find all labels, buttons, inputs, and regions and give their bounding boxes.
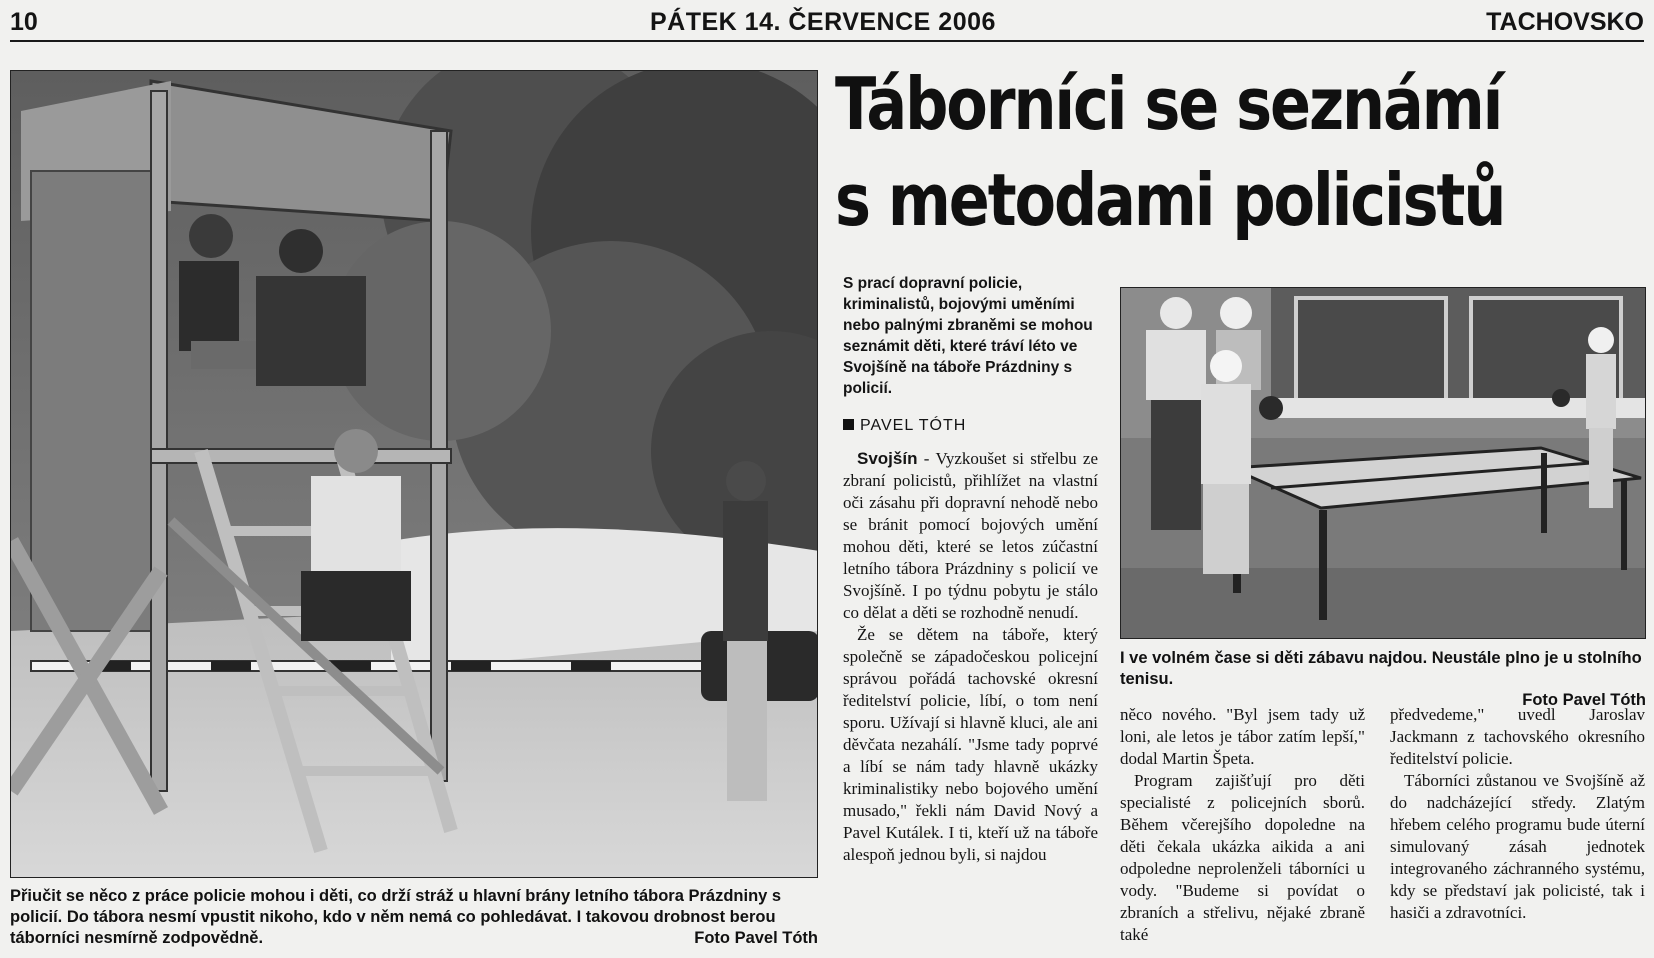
dateline-place: Svojšín <box>857 449 918 468</box>
paragraph-4: Program zajišťují pro děti specialisté z policejních sborů. Během včerejšího dopoledne na děti čekala ukázka aikida a ani odpoledne neprolenželi táborníci u vody. "Budeme si povídat o zbraních a střelivu, nějaké zbraně také <box>1120 771 1365 944</box>
caption-text: Přiučit se něco z práce policie mohou i děti, co drží stráž u hlavní brány letního tábora Prázdniny s policií. Do tábora nesmí vpustit nikoho, kdo v něm nemá co pohledávat. I takovou drobnost berou táborníci nesmírně zodpovědně. <box>10 887 782 947</box>
headline-line-1: Táborníci se seznámí <box>835 62 1502 146</box>
page-header <box>10 4 1644 42</box>
page-number: 10 <box>10 8 38 36</box>
paragraph-6: Táborníci zůstanou ve Svojšíně až do nadcházející středy. Zlatým hřebem celého programu bude úterní simulovaný zásah jednotek integrovaného záchranného systému, kdy se představí jak policisté, tak i hasiči a zdravotníci. <box>1390 771 1645 922</box>
watchtower-photo-caption <box>10 886 818 949</box>
paragraph-5: předvedeme," uvedl Jaroslav Jackmann z tachovského okresního ředitelství policie. <box>1390 705 1645 768</box>
headline-line-2: s metodami policistů <box>835 158 1505 242</box>
caption-text: I ve volném čase si děti zábavu najdou. Neustále plno je u stolního tenisu. <box>1120 649 1642 688</box>
article-column-2 <box>1120 704 1365 946</box>
article-column-1 <box>843 448 1098 866</box>
article-lead: S prací dopravní policie, kriminalistů, bojovými uměními nebo palnými zbraněmi se mohou seznámit děti, které tráví léto ve Svojšíně na táboře Prázdniny s policií. <box>843 275 1093 397</box>
article-byline <box>843 417 966 435</box>
table-tennis-illustration <box>1121 288 1646 639</box>
paragraph-2: Že se dětem na táboře, který společně se západočeskou policejní správou pořádá tachovské okresní ředitelství policie, líbí, o tom není sporu. Užívají si hlavně kluci, ale ani děvčata nezahálí. "Jsme tady poprvé a líbí se nám tady hlavně ukázky kriminalistiky nebo bojového umění musado," řekli nám David Nový a Pavel Kutálek. I ti, kteří už na táboře alespoň jednou byli, si najdou <box>843 625 1098 864</box>
paragraph-3: něco nového. "Byl jsem tady už loni, ale letos je tábor zatím lepší," dodal Martin Špeta. <box>1120 705 1365 768</box>
article-column-3 <box>1390 704 1645 924</box>
issue-date: PÁTEK 14. ČERVENCE 2006 <box>650 8 996 36</box>
table-tennis-photo <box>1120 287 1646 639</box>
paragraph-1-text: - Vyzkoušet si střelbu ze zbraní policistů, přihlížet na vlastní oči zásahu při dopravní nehodě nebo se bránit pomocí bojových umění mohou děti, které se letos zúčastní letního tábora Prázdniny s policií ve Svojšíně. I po týdnu pobytu je stálo co dělat a děti se rozhodně nenudí. <box>843 449 1098 622</box>
watchtower-photo <box>10 70 818 878</box>
table-tennis-photo-caption <box>1120 648 1646 711</box>
photo-credit: Foto Pavel Tóth <box>1522 691 1646 709</box>
byline-name: PAVEL TÓTH <box>860 417 967 434</box>
photo-credit: Foto Pavel Tóth <box>694 929 818 947</box>
article-headline <box>835 56 1515 248</box>
watchtower-illustration <box>11 71 818 878</box>
byline-square-icon <box>843 419 854 430</box>
region-name: TACHOVSKO <box>1486 8 1644 36</box>
paragraph-1 <box>843 448 1098 624</box>
